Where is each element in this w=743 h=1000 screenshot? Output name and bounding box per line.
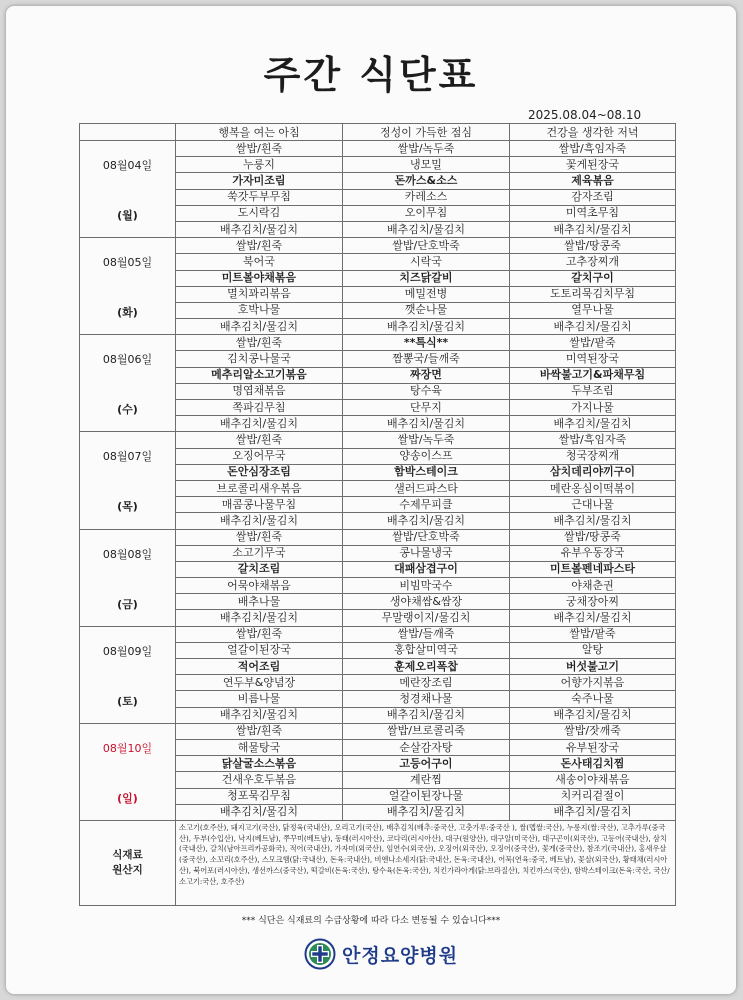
dinner-dish: 배추김치/물김치 (510, 707, 676, 723)
dinner-dish: 야채춘권 (510, 578, 676, 594)
lunch-dish: 계란찜 (343, 772, 510, 788)
breakfast-dish: 해물탕국 (176, 739, 343, 755)
dinner-dish: 숙주나물 (510, 691, 676, 707)
breakfast-dish: 배추김치/물김치 (176, 804, 343, 820)
header-breakfast: 행복을 여는 아침 (176, 124, 343, 141)
day-date: 08월05일 (102, 256, 153, 270)
dinner-dish: 배추김치/물김치 (510, 319, 676, 335)
lunch-dish: 짬뽕국/들깨죽 (343, 351, 510, 367)
lunch-dish: 생야채쌈&쌈장 (343, 594, 510, 610)
breakfast-dish: 매콤콩나물무침 (176, 497, 343, 513)
breakfast-dish: 쌀밥/흰죽 (176, 723, 343, 739)
breakfast-dish: 브로콜리새우볶음 (176, 480, 343, 496)
lunch-dish: 순살감자탕 (343, 739, 510, 755)
day-of-week: (화) (117, 306, 138, 320)
hospital-name: 안정요양병원 (342, 944, 459, 967)
dinner-dish: 쌀밥/팥죽 (510, 335, 676, 351)
dinner-dish: 가지나물 (510, 400, 676, 416)
lunch-dish: 쌀밥/단호박죽 (343, 238, 510, 254)
lunch-dish: 오이무침 (343, 205, 510, 221)
breakfast-dish: 배추김치/물김치 (176, 610, 343, 626)
dinner-dish: 바싹불고기&파채무침 (510, 367, 676, 383)
dinner-dish: 갈치구이 (510, 270, 676, 286)
dinner-dish: 유부된장국 (510, 739, 676, 755)
breakfast-dish: 누룽지 (176, 157, 343, 173)
table-row (80, 238, 676, 254)
lunch-dish: 쌀밥/녹두죽 (343, 141, 510, 157)
page-title: 주간 식단표 (263, 53, 479, 97)
dinner-dish: 쌀밥/잣깨죽 (510, 723, 676, 739)
origin-text: 소고기(호주산), 돼지고기(국산), 닭정육(국내산), 오리고기(국산), 배추김치(배추:중국산, 고춧가루:중국산 ), 쌀(멥쌀:국산), 누룽지(쌀:국산), 고추가루(중국산), 두부(수입산), 낙지(베트남), 쭈꾸미(베트남), 동태(러시아산), 코다리(러시아산), 대구(원양산), 대구알(미국산), 대구곤이(외국산), 고등어(국내산), 삼치(국내산), 갈치(남아프리카공화국), 적어(국내산), 가자미(외국산), 임연수(외국산), 오징어(외국산), 오징어(중국산), 꽃게(중국산), 참조기(국내산), 홍새우살(중국산), 소꼬리(호주산), 스모크햄(닭:국내산), 돈육:국내산), 비엔나소세지(닭:국내산, 돈육:국내산), 어묵(연육:중국, 베트남), 꽃살(외국산), 황태채(러시아산), 북어포(러시아산), 생선까스(중국산), 떡갈비(돈육:국산), 탕수육(돈육:국산), 치킨가라아게(닭:브라질산), 치킨까스(국산), 함박스테이크(돈육:국산, 국산/소고기:국산, 호주산) (176, 820, 676, 905)
origin-row (80, 820, 676, 905)
breakfast-dish: 도시락김 (176, 205, 343, 221)
dinner-dish: 유부우동장국 (510, 545, 676, 561)
weekly-menu-table (79, 123, 676, 906)
menu-sheet (6, 6, 736, 994)
lunch-dish: **특식** (343, 335, 510, 351)
table-row (80, 335, 676, 351)
dinner-dish: 근대나물 (510, 497, 676, 513)
dinner-dish: 배추김치/물김치 (510, 221, 676, 237)
day-date: 08월09일 (102, 644, 153, 658)
dinner-dish: 치커리겉절이 (510, 788, 676, 804)
lunch-dish: 수제무피클 (343, 497, 510, 513)
table-row (80, 529, 676, 545)
lunch-dish: 배추김치/물김치 (343, 707, 510, 723)
origin-label (80, 820, 176, 905)
day-label-cell (80, 141, 176, 238)
lunch-dish: 쌀밥/단호박죽 (343, 529, 510, 545)
lunch-dish: 쌀밥/녹두죽 (343, 432, 510, 448)
lunch-dish: 돈까스&소스 (343, 173, 510, 189)
dinner-dish: 배추김치/물김치 (510, 513, 676, 529)
table-row (80, 432, 676, 448)
lunch-dish: 짜장면 (343, 367, 510, 383)
lunch-dish: 배추김치/물김치 (343, 804, 510, 820)
dinner-dish: 돈사태김치찜 (510, 756, 676, 772)
day-date: 08월08일 (102, 547, 153, 561)
breakfast-dish: 배추김치/물김치 (176, 221, 343, 237)
lunch-dish: 배추김치/물김치 (343, 513, 510, 529)
breakfast-dish: 쌀밥/흰죽 (176, 529, 343, 545)
lunch-dish: 배추김치/물김치 (343, 416, 510, 432)
lunch-dish: 홍합살미역국 (343, 642, 510, 658)
day-label-cell (80, 529, 176, 626)
dinner-dish: 알탕 (510, 642, 676, 658)
dinner-dish: 배추김치/물김치 (510, 610, 676, 626)
header-lunch: 정성이 가득한 점심 (343, 124, 510, 141)
lunch-dish: 훈제오리폭찹 (343, 659, 510, 675)
breakfast-dish: 쌀밥/흰죽 (176, 238, 343, 254)
table-row (80, 723, 676, 739)
dinner-dish: 미역초무침 (510, 205, 676, 221)
dinner-dish: 미역된장국 (510, 351, 676, 367)
dinner-dish: 쌀밥/땅콩죽 (510, 238, 676, 254)
lunch-dish: 탕수육 (343, 383, 510, 399)
dinner-dish: 배추김치/물김치 (510, 804, 676, 820)
breakfast-dish: 쌀밥/흰죽 (176, 335, 343, 351)
day-label-cell (80, 723, 176, 820)
day-of-week: (일) (117, 791, 138, 805)
breakfast-dish: 김치콩나물국 (176, 351, 343, 367)
breakfast-dish: 쌀밥/흰죽 (176, 432, 343, 448)
lunch-dish: 단무지 (343, 400, 510, 416)
day-label-cell (80, 335, 176, 432)
header-blank (80, 124, 176, 141)
breakfast-dish: 쌀밥/흰죽 (176, 141, 343, 157)
lunch-dish: 고등어구이 (343, 756, 510, 772)
dinner-dish: 두부조림 (510, 383, 676, 399)
lunch-dish: 냉모밀 (343, 157, 510, 173)
day-label-cell (80, 626, 176, 723)
breakfast-dish: 북어국 (176, 254, 343, 270)
lunch-dish: 콩나물냉국 (343, 545, 510, 561)
lunch-dish: 얼갈이된장나물 (343, 788, 510, 804)
lunch-dish: 대패삼겹구이 (343, 561, 510, 577)
dinner-dish: 버섯불고기 (510, 659, 676, 675)
origin-label-line1: 식재료 (112, 848, 143, 861)
table-row (80, 141, 676, 157)
breakfast-dish: 배추김치/물김치 (176, 513, 343, 529)
day-of-week: (목) (117, 500, 138, 514)
breakfast-dish: 호박나물 (176, 302, 343, 318)
day-of-week: (금) (117, 597, 138, 611)
breakfast-dish: 배추김치/물김치 (176, 319, 343, 335)
footnote: *** 식단은 식재료의 수급상황에 따라 다소 변동될 수 있습니다*** (241, 916, 501, 926)
table-header-row (80, 124, 676, 141)
breakfast-dish: 오징어무국 (176, 448, 343, 464)
dinner-dish: 열무나물 (510, 302, 676, 318)
lunch-dish: 시락국 (343, 254, 510, 270)
lunch-dish: 청경채나물 (343, 691, 510, 707)
breakfast-dish: 쑥갓두부무침 (176, 189, 343, 205)
lunch-dish: 깻순나물 (343, 302, 510, 318)
breakfast-dish: 메추리알소고기볶음 (176, 367, 343, 383)
breakfast-dish: 청포묵김무침 (176, 788, 343, 804)
dinner-dish: 꽃게된장국 (510, 157, 676, 173)
breakfast-dish: 쌀밥/흰죽 (176, 626, 343, 642)
breakfast-dish: 멸치꽈리볶음 (176, 286, 343, 302)
dinner-dish: 궁채장아찌 (510, 594, 676, 610)
breakfast-dish: 어묵야채볶음 (176, 578, 343, 594)
menu-body (80, 141, 676, 821)
dinner-dish: 배추김치/물김치 (510, 416, 676, 432)
lunch-dish: 샐러드파스타 (343, 480, 510, 496)
breakfast-dish: 닭살굴소스볶음 (176, 756, 343, 772)
day-date: 08월10일 (102, 741, 153, 755)
dinner-dish: 새송이야채볶음 (510, 772, 676, 788)
dinner-dish: 쌀밥/흑임자죽 (510, 141, 676, 157)
breakfast-dish: 돈안심장조림 (176, 464, 343, 480)
day-of-week: (수) (117, 403, 138, 417)
hospital-logo (304, 936, 458, 972)
breakfast-dish: 얼갈이된장국 (176, 642, 343, 658)
lunch-dish: 치즈닭갈비 (343, 270, 510, 286)
day-date: 08월04일 (102, 159, 153, 172)
dinner-dish: 고추장찌개 (510, 254, 676, 270)
day-label-cell (80, 238, 176, 335)
breakfast-dish: 적어조림 (176, 659, 343, 675)
header-dinner: 건강을 생각한 저녁 (510, 124, 676, 141)
lunch-dish: 배추김치/물김치 (343, 221, 510, 237)
breakfast-dish: 명엽채볶음 (176, 383, 343, 399)
breakfast-dish: 쪽파김무침 (176, 400, 343, 416)
breakfast-dish: 배추김치/물김치 (176, 707, 343, 723)
lunch-dish: 양송이스프 (343, 448, 510, 464)
dinner-dish: 제육볶음 (510, 173, 676, 189)
lunch-dish: 배추김치/물김치 (343, 319, 510, 335)
day-label-cell (80, 432, 176, 529)
lunch-dish: 메란장조림 (343, 675, 510, 691)
breakfast-dish: 건새우호두볶음 (176, 772, 343, 788)
breakfast-dish: 가자미조림 (176, 173, 343, 189)
breakfast-dish: 미트볼야채볶음 (176, 270, 343, 286)
dinner-dish: 쌀밥/흑임자죽 (510, 432, 676, 448)
lunch-dish: 카레소스 (343, 189, 510, 205)
breakfast-dish: 비름나물 (176, 691, 343, 707)
breakfast-dish: 갈치조림 (176, 561, 343, 577)
lunch-dish: 비빔막국수 (343, 578, 510, 594)
day-of-week: (월) (117, 209, 138, 222)
breakfast-dish: 연두부&양념장 (176, 675, 343, 691)
dinner-dish: 삼치데리야끼구이 (510, 464, 676, 480)
hospital-emblem-icon (304, 938, 336, 970)
lunch-dish: 무말랭이지/물김치 (343, 610, 510, 626)
lunch-dish: 쌀밥/들깨죽 (343, 626, 510, 642)
breakfast-dish: 소고기무국 (176, 545, 343, 561)
breakfast-dish: 배추김치/물김치 (176, 416, 343, 432)
table-row (80, 626, 676, 642)
dinner-dish: 쌀밥/땅콩죽 (510, 529, 676, 545)
origin-label-line2: 원산지 (112, 863, 143, 876)
lunch-dish: 쌀밥/브로콜리죽 (343, 723, 510, 739)
menu-period: 2025.08.04~08.10 (528, 108, 642, 122)
dinner-dish: 미트볼펜네파스타 (510, 561, 676, 577)
dinner-dish: 쌀밥/팥죽 (510, 626, 676, 642)
lunch-dish: 메밀전병 (343, 286, 510, 302)
day-of-week: (토) (117, 694, 138, 708)
breakfast-dish: 배추나물 (176, 594, 343, 610)
dinner-dish: 감자조림 (510, 189, 676, 205)
lunch-dish: 함박스테이크 (343, 464, 510, 480)
dinner-dish: 메란옹심이떡볶이 (510, 480, 676, 496)
day-date: 08월07일 (102, 450, 153, 464)
day-date: 08월06일 (102, 353, 153, 367)
dinner-dish: 청국장찌개 (510, 448, 676, 464)
dinner-dish: 어향가지볶음 (510, 675, 676, 691)
dinner-dish: 도토리묵김치무침 (510, 286, 676, 302)
